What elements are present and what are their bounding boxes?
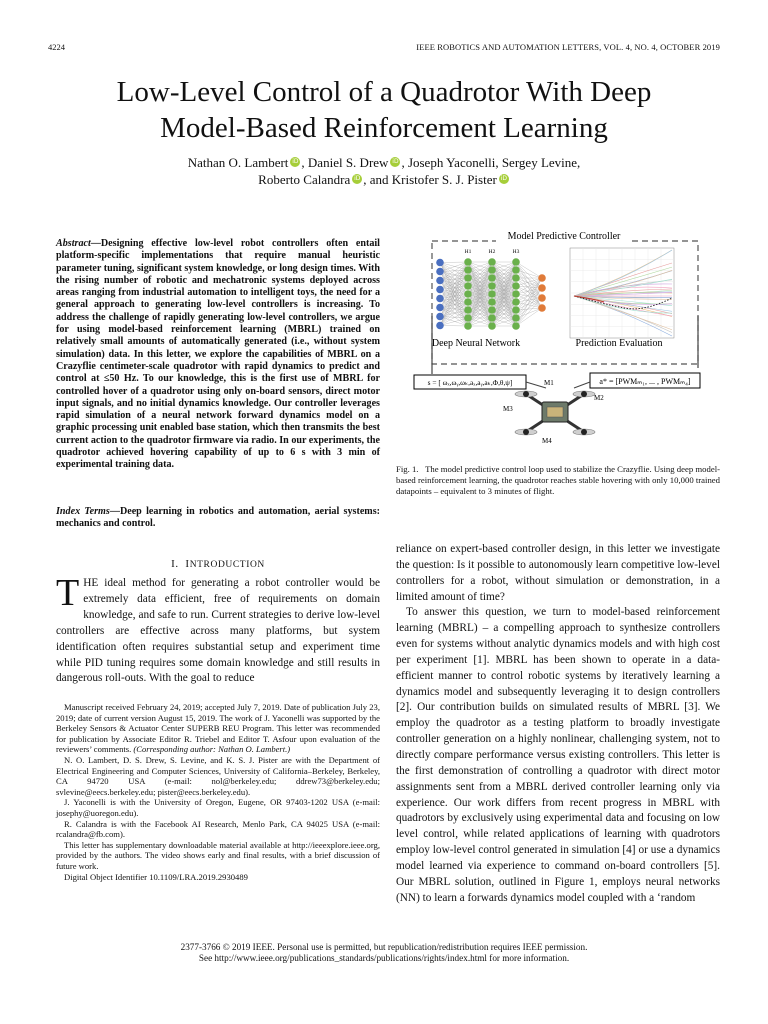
prediction-label: Prediction Evaluation xyxy=(575,338,663,349)
nn-node xyxy=(464,258,472,266)
author-name: Joseph Yaconelli, Sergey Levine, xyxy=(407,155,581,170)
nn-node xyxy=(512,258,520,266)
author-name: Nathan O. Lambert xyxy=(187,155,289,170)
footnote-doi: Digital Object Identifier 10.1109/LRA.2019.2930489 xyxy=(64,871,248,882)
corresponding-author: (Corresponding author: Nathan O. Lambert.) xyxy=(133,744,291,755)
nn-node xyxy=(538,304,546,312)
state-arrow xyxy=(526,382,546,388)
nn-edge xyxy=(516,308,542,326)
body-paragraph: reliance on expert-based controller design, in this letter we investigate the question: Is it possible to autonomously learn competitive low-level controllers for a robot, without simulation or demonstration, in a limited amount of time? xyxy=(396,543,720,603)
nn-node xyxy=(488,274,496,282)
intro-paragraph xyxy=(56,572,380,687)
nn-node xyxy=(436,304,444,312)
nn-node xyxy=(436,277,444,285)
footnotes xyxy=(56,702,380,882)
intro-first-word: HE xyxy=(83,577,99,589)
nn-node xyxy=(512,314,520,322)
footnote-supplementary: This letter has supplementary downloadable material available at http://ieeexplore.ieee.org, provided by the authors. The video shows early and final results, with a brief discussion of future work. xyxy=(56,839,380,871)
nn-node xyxy=(464,298,472,306)
quadrotor-image xyxy=(515,391,595,435)
nn-label: Deep Neural Network xyxy=(431,338,521,349)
motor-label: M3 xyxy=(503,405,513,413)
nn-node xyxy=(488,314,496,322)
nn-node xyxy=(488,266,496,274)
footnote-text: Manuscript received February 24, 2019; accepted July 7, 2019. Date of publication July 23, 2019; date of current version August 15, 2019. The work of J. Yaconelli was supported by the Berkeley Sensors & Actuator Center SUPERB REU Program. This letter was recommended for publication by Associate Editor R. Triebel and Editor T. Asfour upon evaluation of the reviewers’ comments. xyxy=(56,702,380,755)
motor-label: M4 xyxy=(542,437,552,445)
section-number: I. xyxy=(171,558,179,570)
nn-node xyxy=(488,290,496,298)
copyright-line-1: 2377-3766 © 2019 IEEE. Personal use is permitted, but republication/redistribution requires IEEE permission. xyxy=(180,942,588,952)
layer-label: H3 xyxy=(512,249,520,255)
footnote-manuscript xyxy=(56,702,380,755)
motor-label: M2 xyxy=(594,394,604,402)
journal-header: IEEE ROBOTICS AND AUTOMATION LETTERS, VOL. 4, NO. 4, OCTOBER 2019 xyxy=(416,42,720,52)
nn-node xyxy=(512,282,520,290)
nn-node xyxy=(464,274,472,282)
author-name: and Kristofer S. J. Pister xyxy=(369,172,497,187)
caption-label: Fig. 1. xyxy=(396,464,419,474)
nn-node xyxy=(488,306,496,314)
figure-caption xyxy=(396,464,720,496)
nn-node xyxy=(464,266,472,274)
drop-cap: T xyxy=(56,572,80,614)
nn-edge xyxy=(440,326,468,327)
author-name: Roberto Calandra xyxy=(258,172,351,187)
orcid-icon[interactable]: iD xyxy=(392,158,399,165)
nn-node xyxy=(436,313,444,321)
author-list: Nathan O. Lambert iD , Daniel S. Drew iD , Joseph Yaconelli, Sergey Levine, Roberto Calandra iD , and Kristofer S. J. Pister iD xyxy=(187,155,581,187)
nn-node xyxy=(464,306,472,314)
nn-node xyxy=(464,290,472,298)
nn-edge xyxy=(516,308,542,318)
nn-node xyxy=(464,322,472,330)
nn-node xyxy=(436,295,444,303)
figure-1 xyxy=(404,226,716,454)
nn-node xyxy=(436,268,444,276)
action-vector: a* = [PWMₘ₁, ... , PWMₘ₄] xyxy=(599,377,691,386)
section-title-initial: I xyxy=(185,558,190,570)
nn-node xyxy=(512,290,520,298)
nn-node xyxy=(464,314,472,322)
footnote-affiliation: R. Calandra is with the Facebook AI Research, Menlo Park, CA 94025 USA (e-mail: rcalandra@fb.com). xyxy=(56,818,380,840)
caption-text: The model predictive control loop used to stabilize the Crazyflie. Using deep model-based reinforcement learning, the quadrotor reaches stable hovering with only 10,000 trained datapoints – equivalent to 3 minutes of flight. xyxy=(396,464,720,496)
section-heading xyxy=(56,558,380,570)
nn-node xyxy=(538,294,546,302)
motor-label: M1 xyxy=(544,379,554,387)
section-title-rest: NTRODUCTION xyxy=(189,560,265,570)
title-line-1: Low-Level Control of a Quadrotor With Deep xyxy=(116,76,652,108)
abstract-label: Abstract xyxy=(56,238,91,249)
orcid-icon[interactable]: iD xyxy=(500,175,507,182)
nn-node xyxy=(436,322,444,330)
nn-edge xyxy=(516,278,542,294)
orcid-icon[interactable]: iD xyxy=(354,175,361,182)
nn-edge xyxy=(440,308,468,319)
intro-text: ideal method for generating a robot controller would be extremely data efficient, free of requirements on domain knowledge, and safe to run. Current strategies to derive low-level controllers are effective across many platforms, but system identification often requires substantial setup and experiment time while PID tuning requires some domain knowledge and still results in dangerous roll-outs. With the goal to reduce xyxy=(56,577,380,685)
index-terms xyxy=(56,506,380,531)
footnote-affiliation: J. Yaconelli is with the University of Oregon, Eugene, OR 97403-1202 USA (e-mail: josephy@uoregon.edu). xyxy=(56,797,380,818)
nn-node xyxy=(512,298,520,306)
nn-node xyxy=(488,298,496,306)
mpc-title: Model Predictive Controller xyxy=(507,231,621,242)
nn-node xyxy=(512,322,520,330)
index-terms-label: Index Terms xyxy=(56,506,110,517)
right-column-text xyxy=(396,542,720,906)
nn-node xyxy=(538,284,546,292)
paper-title xyxy=(48,74,720,146)
nn-node xyxy=(512,266,520,274)
nn-node xyxy=(436,286,444,294)
nn-node xyxy=(488,322,496,330)
layer-labels xyxy=(465,249,520,255)
page-number: 4224 xyxy=(48,42,65,52)
nn-node xyxy=(538,274,546,282)
nn-node xyxy=(512,306,520,314)
nn-edge xyxy=(516,286,542,308)
nn-node xyxy=(464,282,472,290)
abstract-text: —Designing effective low-level robot controllers often entail platform-specific implementations that require manual heuristic parameter tuning, significant system knowledge, or long design times. With the rising number of robotic and mechatronic systems deployed across areas ranging from industrial automation to intelligent toys, the need for a general approach to generating low-level controllers is increasing. To address the challenge of rapidly generating low-level controllers, we argue for using model-based reinforcement learning (MBRL) trained on relatively small amounts of automatically generated (i.e., without system simulation) data. In this letter, we explore the capabilities of MBRL on a Crazyflie centimeter-scale quadrotor with rapid dynamics to predict and control at ≤50 Hz. To our knowledge, this is the first use of MBRL for controlled hover of a quadrotor using only on-board sensors, direct motor input signals, and no initial dynamics knowledge. Our controller leverages rapid simulation of a neural network forward dynamics model on a graphic processing unit enabled base station, which then transmits the best current action to the quadrotor firmware via radio. In our experiments, the quadrotor achieved hovering capability of up to 6 s with 3 min of experimental training data. xyxy=(56,238,380,471)
nn-node xyxy=(436,259,444,267)
author-name: Daniel S. Drew xyxy=(307,155,389,170)
abstract xyxy=(56,238,380,472)
nn-node xyxy=(512,274,520,282)
layer-label: H1 xyxy=(464,249,472,255)
action-arrow xyxy=(574,382,590,388)
copyright-line-2: See http://www.ieee.org/publications_standards/publications/rights/index.html for more information. xyxy=(198,953,570,964)
layer-label: H2 xyxy=(488,249,496,255)
index-terms-text: —Deep learning in robotics and automation, aerial systems: mechanics and control. xyxy=(56,506,380,530)
nn-edge xyxy=(516,288,542,310)
footnote-affiliation: N. O. Lambert, D. S. Drew, S. Levine, and K. S. J. Pister are with the Department of Electrical Engineering and Computer Sciences, University of California–Berkeley, Berkeley, CA 94720 USA (e-mail: nol@berkeley.edu; ddrew73@berkeley.edu; svlevine@eecs.berkeley.edu; pister@eecs.berkeley.edu). xyxy=(56,754,380,797)
nn-node xyxy=(488,282,496,290)
nn-edge xyxy=(440,262,468,263)
orcid-icon[interactable]: iD xyxy=(292,158,299,165)
title-line-2: Model-Based Reinforcement Learning xyxy=(160,112,608,144)
state-vector: s = [ ωₓ,ωᵧ,ωₖ,aₓ,aᵧ,aₖ,Φ,θ,ψ] xyxy=(427,378,513,387)
copyright-notice xyxy=(48,942,720,964)
figure-1-graphic xyxy=(404,226,716,454)
nn-node xyxy=(488,258,496,266)
body-paragraph: To answer this question, we turn to model-based reinforcement learning (MBRL) – a compelling approach to synthesize controllers even for systems without analytic dynamics models and with high cost per experiment [1]. MBRL has been shown to operate in a data-efficient manner to control robotic systems by iteratively learning a dynamics model and subsequently leveraging it to design controllers [2]. Our contribution builds on simulated results of MBRL [3]. We employ the quadrotor as a testing platform to broadly investigate controller generation on a highly nonlinear, challenging system, not to directly compare performance versus existing controllers. This letter is the first demonstration of controlling a quadrotor with direct motor assignments sent from a MBRL derived controller learning only via experience. Our work differs from recent progress in MBRL with quadrotors by exclusively using experimental data and focusing on low level control, while related applications of learning with quadrotors employ low-level control generated in simulation [4] or use a dynamics model learned via experience to command on-board controllers [5]. Our MBRL solution, outlined in Figure 1, employs neural networks (NN) to learn a forwards dynamics model coupled with a ‘random xyxy=(396,606,720,904)
